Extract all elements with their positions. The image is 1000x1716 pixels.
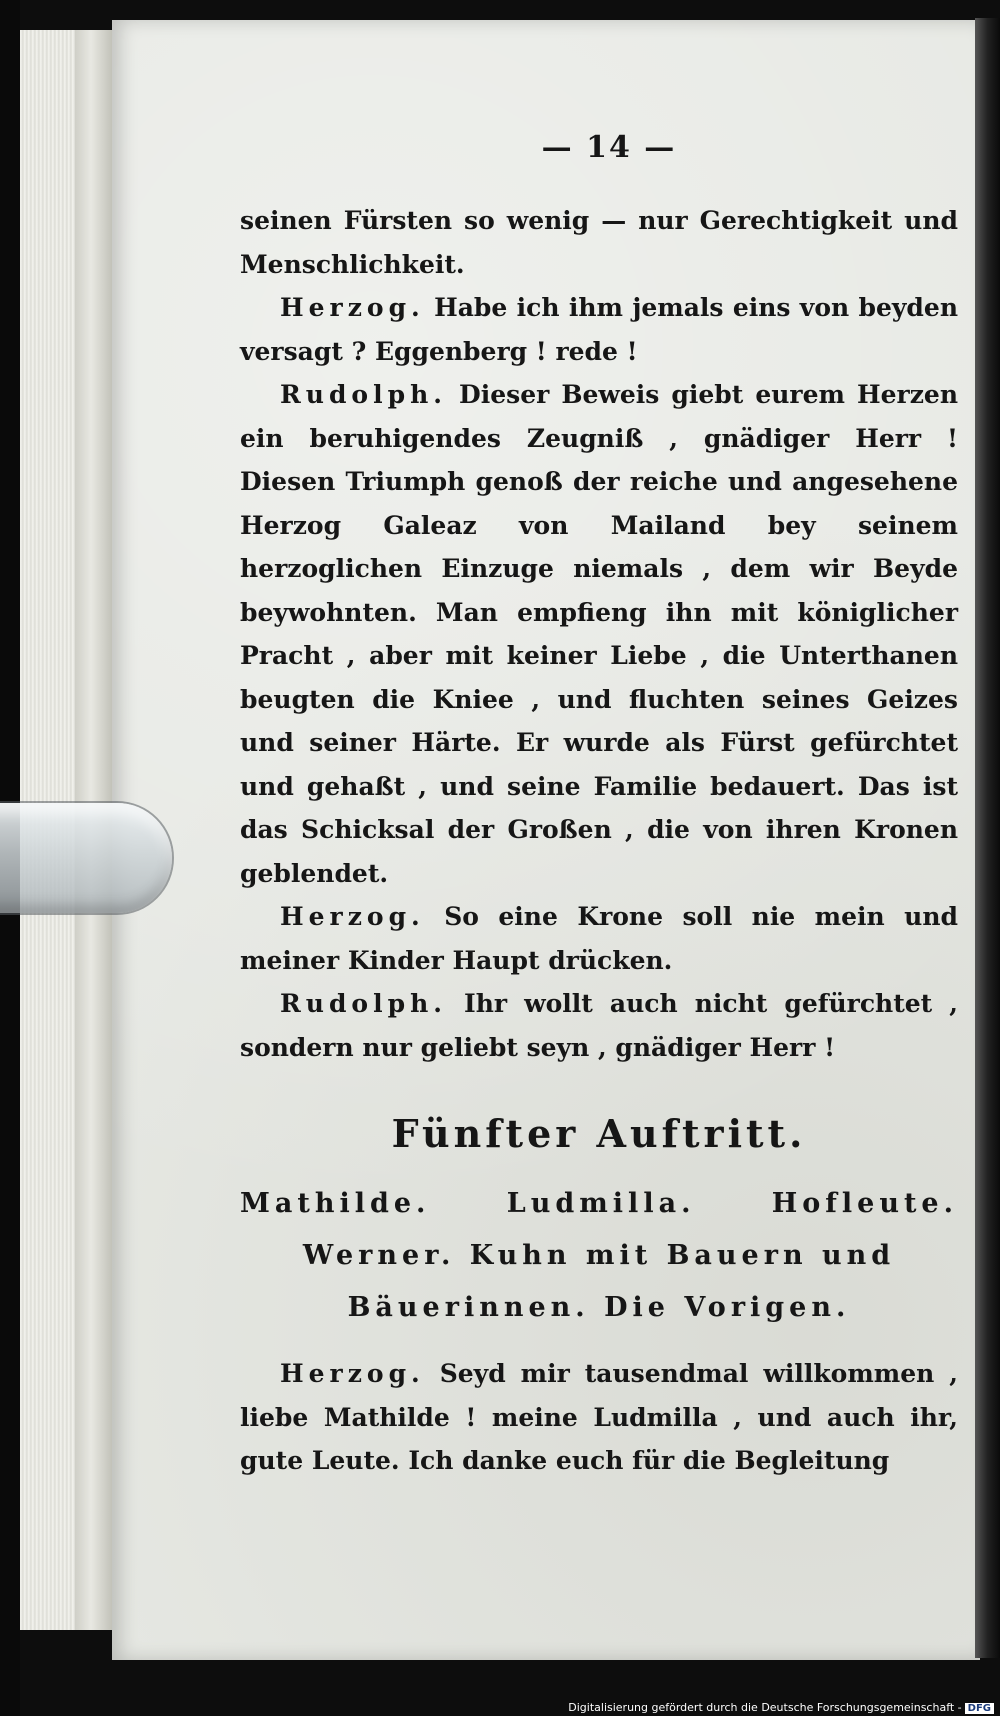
speaker-name: Herzog. xyxy=(280,902,425,931)
book-right-edge xyxy=(975,18,1000,1658)
page-holder-clip xyxy=(0,803,172,913)
dialogue-paragraph xyxy=(240,895,958,982)
speaker-name: Rudolph. xyxy=(280,989,447,1018)
speaker-name: Herzog. xyxy=(280,1359,425,1388)
dialogue-text: So eine Krone soll nie mein und meiner Kinder Haupt drücken. xyxy=(240,902,958,975)
scene-cast-list xyxy=(240,1178,958,1334)
speaker-name: Rudolph. xyxy=(280,380,447,409)
dialogue-text: Dieser Beweis giebt eurem Herzen ein beruhigendes Zeugniß , gnädiger Herr ! Diesen Triumph genoß der reiche und angesehene Herzog Galeaz von Mailand bey seinem herzoglichen Einzuge niemals , dem wir Beyde beywohnten. Man empfieng ihn mit königlicher Pracht , aber mit keiner Liebe , die Unterthanen beugten die Kniee , und fluchten seines Geizes und seiner Härte. Er wurde als Fürst gefürchtet und gehaßt , und seine Familie bedauert. Das ist das Schicksal der Großen , die von ihren Kronen geblendet. xyxy=(240,380,958,888)
digitization-credit xyxy=(568,1701,994,1714)
dialogue-text: Ihr wollt auch nicht gefürchtet , sondern nur geliebt seyn , gnädiger Herr ! xyxy=(240,989,958,1062)
dialogue-paragraph xyxy=(240,982,958,1069)
paragraph-text: seinen Fürsten so wenig — nur Gerechtigkeit und Menschlichkeit. xyxy=(240,206,958,279)
dialogue-text: Habe ich ihm jemals eins von beyden versagt ? Eggenberg ! rede ! xyxy=(240,293,958,366)
dialogue-paragraph xyxy=(240,286,958,373)
cast-line: Mathilde. Ludmilla. Hofleute. xyxy=(240,1188,958,1219)
page-text-block xyxy=(240,130,958,1483)
credit-text: Digitalisierung gefördert durch die Deutsche Forschungsgemeinschaft - xyxy=(568,1701,962,1714)
page-number-header: — 14 — xyxy=(541,130,677,165)
scene-heading: Fünfter Auftritt. xyxy=(391,1111,807,1156)
dialogue-paragraph xyxy=(240,1352,958,1483)
dialogue-text: Seyd mir tausendmal willkommen , liebe Mathilde ! meine Ludmilla , und auch ihr, gute Leute. Ich danke euch für die Begleitung xyxy=(240,1359,958,1475)
dfg-logo: DFG xyxy=(965,1703,994,1714)
cast-line: Werner. Kuhn mit Bauern und xyxy=(302,1240,896,1271)
paragraph-continuation xyxy=(240,199,958,286)
speaker-name: Herzog. xyxy=(280,293,425,322)
cast-line: Bäuerinnen. Die Vorigen. xyxy=(347,1292,851,1323)
dialogue-paragraph xyxy=(240,373,958,895)
